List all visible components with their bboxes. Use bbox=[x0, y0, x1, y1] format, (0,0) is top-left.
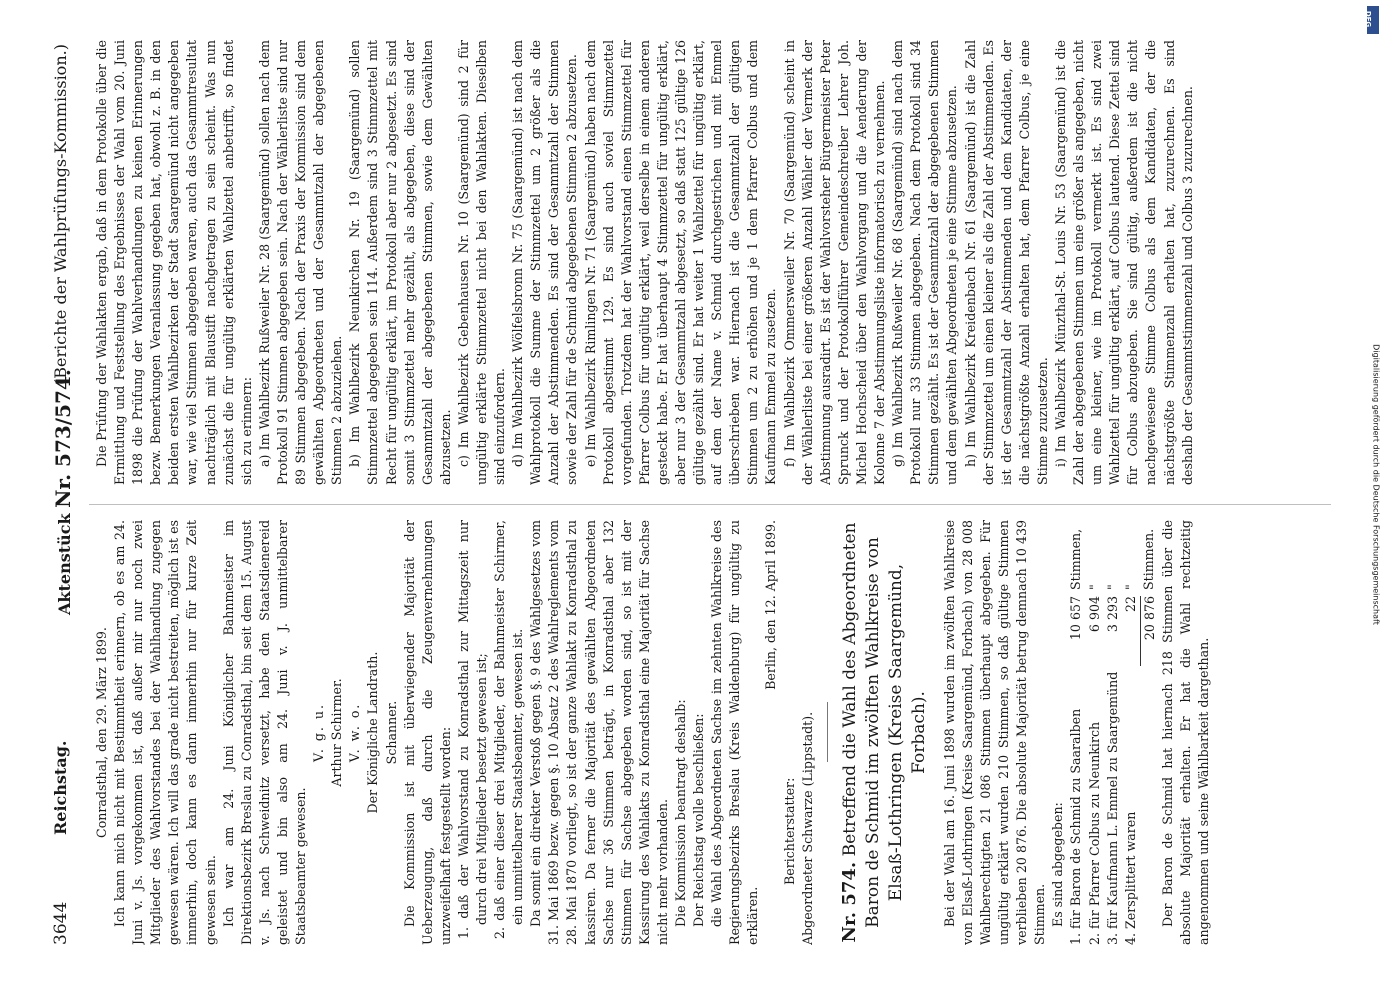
vote-total-unit: Stimmen. bbox=[1141, 528, 1157, 590]
section-title: Betreffend die Wahl des Abgeordneten Baron de Schmid im zwölften Wahlkreise von Elsaß-Lothringen (Kreise Saargemünd, Forbach). bbox=[839, 522, 929, 928]
paragraph: Die Kommission beantragt deshalb: bbox=[673, 699, 688, 927]
paragraph: Der Baron de Schmid hat hiernach 218 Stimmen über die absolute Majorität erhalten. Er hat die Wahl rechtzeitig angenommen und seine Wählbarkeit dargethan. bbox=[1159, 520, 1212, 945]
vote-row bbox=[1067, 520, 1085, 945]
finding-a: a) Im Wahlbezirk Rußweiler Nr. 28 (Saargemünd) sollen nach dem Protokoll 91 Stimmen abgegeben sein. Nach der Wählerliste sind nur 89 Stimmen abgegeben. Nach der Praxis der Kommission sind dem gewählten Abgeordneten und der Gesammtzahl der abgegebenen Stimmen 2 abzuziehen. bbox=[256, 40, 345, 485]
list-item: 1. daß der Wahlvorstand zu Konradsthal zur Mittagszeit nur durch drei Mitglieder besetzt gewesen ist; bbox=[455, 520, 489, 939]
paragraph: Da somit ein direkter Verstoß gegen §. 9 des Wahlgesetzes vom 31. Mai 1869 bezw. gegen §. 10 Absatz 2 des Wahlreglements vom 28. Mai 1870 vorliegt, so ist der ganze Wahlakt zu Konradsthal zu kassiren. Da ferner die Majorität des gewählten Abgeordneten Sachse nur 36 Stimmen beträgt, in Konradsthal aber 132 Stimmen für Sachse abgegeben worden sind, so ist mit der Kassirung des Wahlakts zu Konradsthal eine Majorität für Sachse nicht mehr vorhanden. bbox=[528, 520, 670, 945]
finding-i: i) Im Wahlbezirk Münzthal-St. Louis Nr. 53 (Saargemünd) ist die Zahl der abgegebenen Stimmen um eine größer als angegeben, nicht um eine kleiner, wie im Protokoll vermerkt ist. Es sind zwei Wahlzettel für ungültig erklärt, auf Colbus lautend. Diese Zettel sind für Colbus abzugeben. Sie sind gültig, außerdem ist die nicht nachgewiesene Stimme Colbus als dem Kandidaten, der die nächstgrößte Stimmenzahl erhalten hat, zuzurechnen. Es sind deshalb der Gesammtstimmenzahl und Colbus 3 zuzurechnen. bbox=[1052, 40, 1195, 485]
paragraph: Der Reichstag wolle beschließen: bbox=[691, 713, 707, 927]
page-number: 3644 bbox=[51, 901, 71, 945]
finding-f: f) Im Wahlbezirk Ommersweiler Nr. 70 (Saargemünd) scheint in der Wählerliste bei einer größeren Anzahl Wähler der Vermerk der Abstimmung ausradirt. Es ist der Wahlvorsteher Bürgermeister Peter Sprunck und der Protokollführer Gemeindeschreiber Lehrer Joh. Michel Hochscheid über den Wahlvorgang und die Aenderung der Kolonne 7 der Abstimmungsliste informatorisch zu vernehmen. bbox=[781, 40, 888, 485]
vote-table bbox=[1067, 520, 1158, 945]
right-column bbox=[93, 40, 1331, 485]
reporter-label: Berichterstatter: bbox=[781, 777, 797, 885]
reporter-name: Abgeordneter Schwarze (Lippstadt). bbox=[799, 711, 815, 945]
vote-label: 2. für Pfarrer Colbus zu Neunkirch bbox=[1086, 721, 1102, 945]
paragraph: Ich war am 24. Juni Königlicher Bahnmeister im Direktionsbezirk Breslau zu Conradsthal, bin seit dem 15. August v. Js. nach Schweidnitz versetzt, habe den Staatsdienereid geleistet und bin also am 24. Juni v. J. unmittelbarer Staatsbeamter gewesen. bbox=[220, 520, 309, 945]
signature-line: V. w. o. bbox=[347, 702, 363, 763]
right-running-title: (Berichte der Wahlprüfungs-Kommission.) bbox=[51, 44, 70, 385]
rotated-page-content bbox=[41, 25, 1341, 975]
paragraph: Bei der Wahl am 16. Juni 1898 wurden im zwölften Wahlkreise von Elsaß-Lothringen (Kreise Saargemünd, Forbach) von 28 008 Wahlberechtigten 21 086 Stimmen überhaupt abgegeben. Für ungültig erklärt wurden 210 Stimmen, so daß gültige Stimmen verblieben 20 876. Die absolute Majorität betrug demnach 10 439 Stimmen. bbox=[941, 520, 1048, 945]
signature-line: V. g. u. bbox=[311, 702, 327, 763]
finding-e: e) Im Wahlbezirk Rimlingen Nr. 71 (Saargemünd) haben nach dem Protokoll abgestimmt 129. Es sind auch soviel Stimmzettel vorgefunden. Trotzdem hat der Wahlvorstand einen Stimmzettel für Pfarrer Colbus für ungültig erklärt, weil derselbe in einem anderen gesteckt habe. Er hat überhaupt 4 Stimmzettel für ungültig erklärt, aber nur 3 der Gesammtzahl abgesetzt, so daß statt 125 gültige 126 gültige gezählt sind. Er hat weiter 1 Wahlzettel für ungültig erklärt, auf dem der Name v. Schmid durchgestrichen und mit Emmel überschrieben war. Hiernach ist die Gesammtzahl der gültigen Stimmen um 2 zu erhöhen und je 1 dem Pfarrer Colbus und dem Kaufmann Emmel zu zusetzen. bbox=[582, 40, 779, 485]
vote-unit: " bbox=[1122, 584, 1138, 590]
vote-unit: Stimmen, bbox=[1068, 528, 1084, 590]
vote-value: 22 bbox=[1122, 596, 1138, 613]
left-column bbox=[93, 520, 1331, 945]
vote-total-spacer bbox=[1140, 666, 1159, 945]
divider bbox=[827, 703, 828, 763]
running-header bbox=[51, 25, 77, 975]
column-separator bbox=[89, 504, 1331, 505]
paragraph: Die Prüfung der Wahlakten ergab, daß in dem Protokolle über die Ermittlung und Feststellung des Ergebnisses der Wahl vom 20. Juni 1898 die Prüfung der Wahlverhandlungen zu keinen Erinnerungen bezw. Bemerkungen Veranlassung gegeben hat, obwohl z. B. in den beiden ersten Wahlbezirken der Stadt Saargemünd nicht angegeben war, wie viel Stimmen abgegeben waren, auch das Gesammtresultat nachträglich mit Blaustift nachgetragen zu sein scheint. Was nun zunächst die für ungültig erklärten Wahlzettel anbetrifft, so findet sich zu erinnern: bbox=[94, 40, 254, 485]
vote-unit: " bbox=[1086, 584, 1102, 590]
paragraph: Ich kann mich nicht mit Bestimmtheit erinnern, ob es am 24. Juni v. Js. vorgekommen ist, daß außer mir nur noch zwei Mitglieder des Wahlvorstandes bei der Wahlhandlung zugegen gewesen wären. Ich will das grade nicht bestreiten, möglich ist es immerhin, doch kann es dann immerhin nur für kurze Zeit gewesen sein. bbox=[112, 520, 218, 945]
vote-total: 20 876 bbox=[1140, 596, 1159, 666]
finding-b: b) Im Wahlbezirk Neunkirchen Nr. 19 (Saargemünd) sollen Stimmzettel abgegeben sein 114. Außerdem sind 3 Stimmzettel mit Recht für ungültig erklärt, im Protokoll aber nur 2 abgesetzt. Es sind somit 3 Stimmzettel mehr gezählt, als abgegeben, diese sind der Gesammtzahl der abgegebenen Stimmen, sowie dem Gewählten abzusetzen. bbox=[347, 40, 453, 485]
credit-text: Digitalisierung gefördert durch die Deutsche Forschungsgemeinschaft bbox=[1371, 344, 1381, 625]
vote-value: 3 293 bbox=[1104, 596, 1120, 633]
finding-h: h) Im Wahlbezirk Kreidenbach Nr. 61 (Saargemünd) ist die Zahl der Stimmzettel um einen kleiner als die Zahl der Abstimmenden. Es ist der Gesammtzahl der Abstimmenden und dem Kandidaten, der die nächstgrößte Anzahl erhalten hat, dem Pfarrer Colbus, je eine Stimme zuzusetzen. bbox=[962, 40, 1050, 485]
vote-label: 3. für Kaufmann L. Emmel zu Saargemünd bbox=[1104, 671, 1120, 945]
vote-total-row bbox=[1140, 520, 1159, 945]
act-reference bbox=[51, 369, 75, 615]
vote-value: 6 904 bbox=[1086, 596, 1102, 633]
vote-label: 1. für Baron de Schmid zu Saaralben bbox=[1068, 708, 1084, 945]
dfg-logo: DFG bbox=[1367, 6, 1379, 34]
section-heading bbox=[838, 520, 931, 945]
signature-line: Der Königliche Landrath. bbox=[365, 651, 381, 814]
paragraph: Die Kommission ist mit überwiegender Majorität der Ueberzeugung, daß durch die Zeugenvernehmungen unzweifelhaft festgestellt worden: bbox=[401, 520, 453, 945]
left-running-title: Reichstag. bbox=[51, 740, 70, 835]
finding-g: g) Im Wahlbezirk Rußweiler Nr. 68 (Saargemünd) sind nach dem Protokoll nur 33 Stimmen abgegeben. Nach dem Protokoll sind 34 Stimmen gezählt. Es ist der Gesammtzahl der abgegebenen Stimmen und dem gewählten Abgeordneten je eine Stimme abzusetzen. bbox=[890, 40, 960, 485]
act-number: Nr. 573/574. bbox=[51, 369, 75, 508]
signature-line: Schanner. bbox=[383, 700, 399, 765]
vote-value: 10 657 bbox=[1068, 596, 1084, 641]
vote-row bbox=[1104, 520, 1122, 945]
section-number: Nr. 574. bbox=[838, 861, 860, 943]
vote-unit: " bbox=[1104, 584, 1120, 590]
list-item: 2. daß einer dieser drei Mitglieder, der Bahnmeister Schirmer, ein unmittelbarer Staatsbeamter, gewesen ist. bbox=[492, 520, 526, 939]
dateline: Conradsthal, den 29. März 1899. bbox=[94, 627, 109, 838]
vote-row bbox=[1086, 520, 1104, 945]
vote-row bbox=[1122, 520, 1141, 945]
paragraph: Es sind abgegeben: bbox=[1050, 802, 1066, 927]
act-label: Aktenstück bbox=[55, 513, 74, 615]
place-date: Berlin, den 12. April 1899. bbox=[763, 520, 779, 690]
digitization-credit bbox=[1366, 40, 1380, 940]
finding-d: d) Im Wahlbezirk Wölfelsbronn Nr. 75 (Saargemünd) ist nach dem Wahlprotokoll die Summe der Stimmzettel um 2 größer als die Anzahl der Abstimmenden. Es sind der Gesammtzahl der Stimmen sowie der Zahl für de Schmid abgegebenen Stimmen 2 abzusetzen. bbox=[510, 40, 580, 485]
motion-text: die Wahl des Abgeordneten Sachse im zehnten Wahlkreise des Regierungsbezirks Breslau (Kreis Waldenburg) für ungültig zu erklären. bbox=[709, 520, 761, 945]
finding-c: c) Im Wahlbezirk Gebenhausen Nr. 10 (Saargemünd) sind 2 für ungültig erklärte Stimmzettel nicht bei den Wahlakten. Dieselben sind einzufordern. bbox=[455, 40, 508, 485]
signature-line: Arthur Schirmer. bbox=[329, 678, 345, 787]
vote-label: 4. Zersplittert waren bbox=[1122, 811, 1138, 945]
